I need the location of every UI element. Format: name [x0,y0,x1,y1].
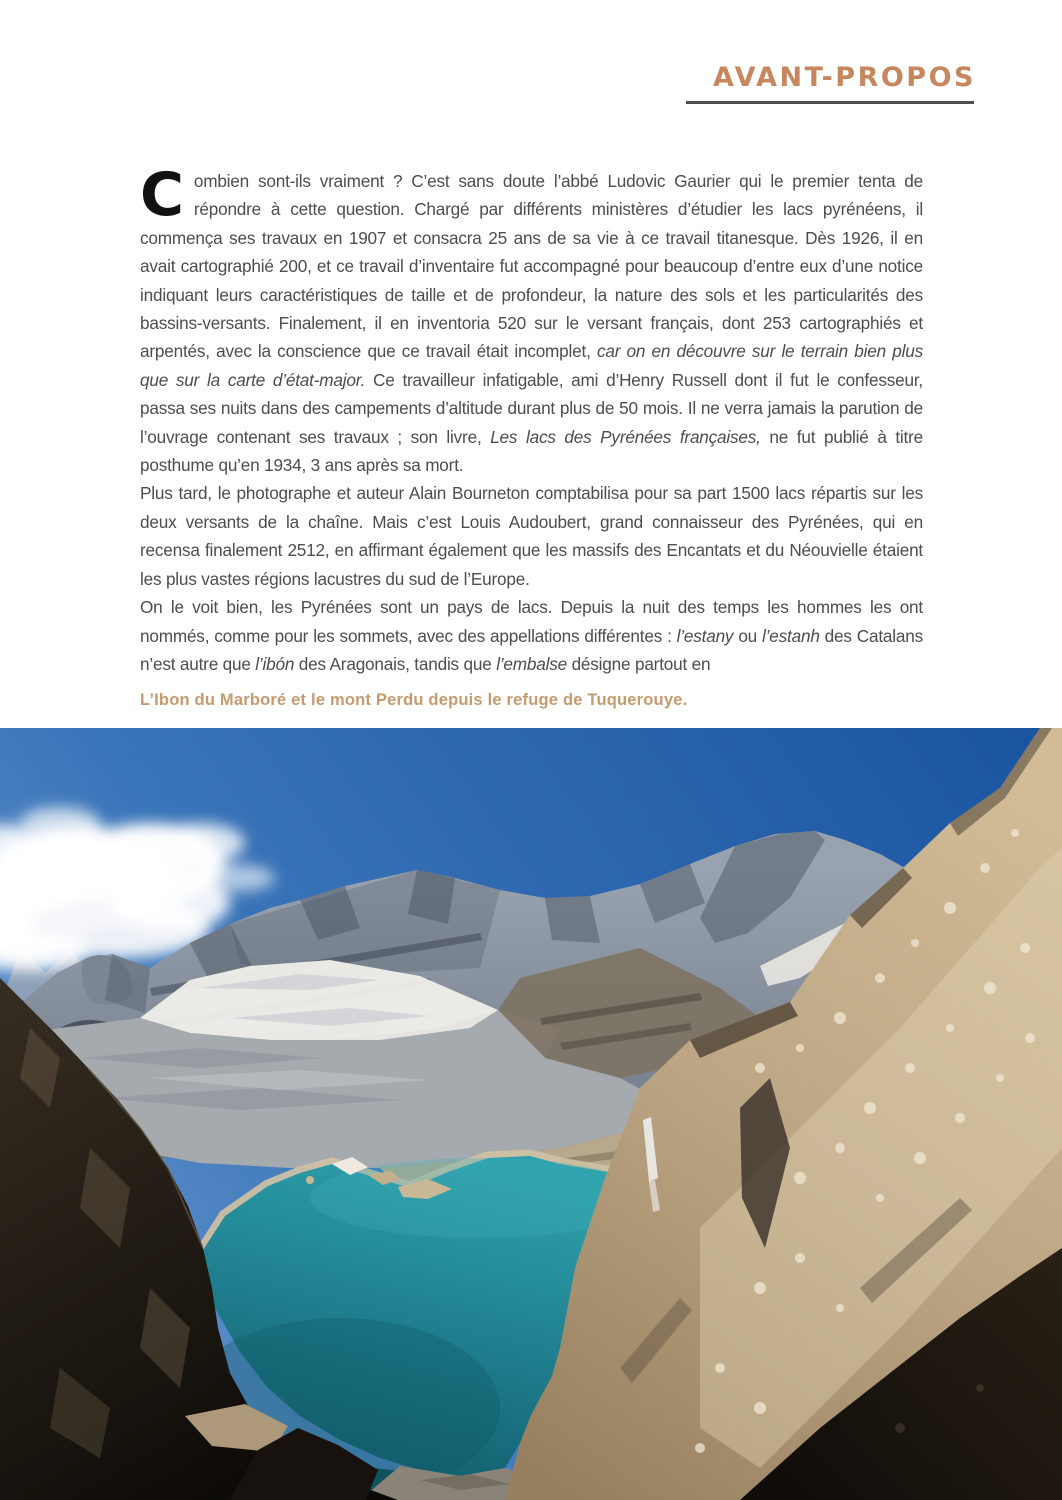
photo-caption: L’Ibon du Marboré et le mont Perdu depuis le refuge de Tuquerouye. [140,691,688,709]
paragraph: Plus tard, le photographe et auteur Alain Bourneton comptabilisa pour sa part 1500 lacs répartis sur les deux versants de la chaîne. Mais c’est Louis Audoubert, grand connaisseur des Pyrénées, qui en recensa finalement 2512, en affirmant également que les massifs des Encantats et du Néouvielle étaient les plus vastes régions lacustres du sud de l’Europe. [140,483,923,589]
landscape-photo [0,728,1062,1500]
paragraph: On le voit bien, les Pyrénées sont un pays de lacs. Depuis la nuit des temps les hommes les ont nommés, comme pour les sommets, avec des appellations différentes : l’estany ou l’estanh des Catalans n’est autre que l’ibón des Aragonais, tandis que l’embalse désigne partout en [140,597,924,674]
chapter-title: AVANT-PROPOS [713,62,976,93]
paragraph: Combien sont-ils vraiment ? C’est sans doute l’abbé Ludovic Gaurier qui le premier tenta de répondre à cette question. Chargé par différents ministères d’étudier les lacs pyrénéens, il commença ses travaux en 1907 et consacra 25 ans de sa vie à ce travail titanesque. Dès 1926, il en avait cartographié 200, et ce travail d’inventaire fut accompagné pour beaucoup d’entre eux d’une notice indiquant leurs caractéristiques de taille et de profondeur, la nature des sols et les particularités des bassins-versants. Finalement, il en inventoria 520 sur le versant français, dont 253 cartographiés et arpentés, avec la conscience que ce travail était incomplet, car on en découvre sur le terrain bien plus que sur la carte d’état-major. Ce travailleur infatigable, ami d’Henry Russell dont il fut le confesseur, passa ses nuits dans des campements d’altitude durant plus de 50 mois. Il ne verra jamais la parution de l’ouvrage contenant ses travaux ; son livre, Les lacs des Pyrénées françaises, ne fut publié à titre posthume qu’en 1934, 3 ans après sa mort. [140,160,924,476]
photo-illustration [0,728,1062,1500]
article-text [140,160,924,678]
header-rule [686,101,974,104]
page-header [686,62,976,104]
drop-cap: C [140,160,184,230]
